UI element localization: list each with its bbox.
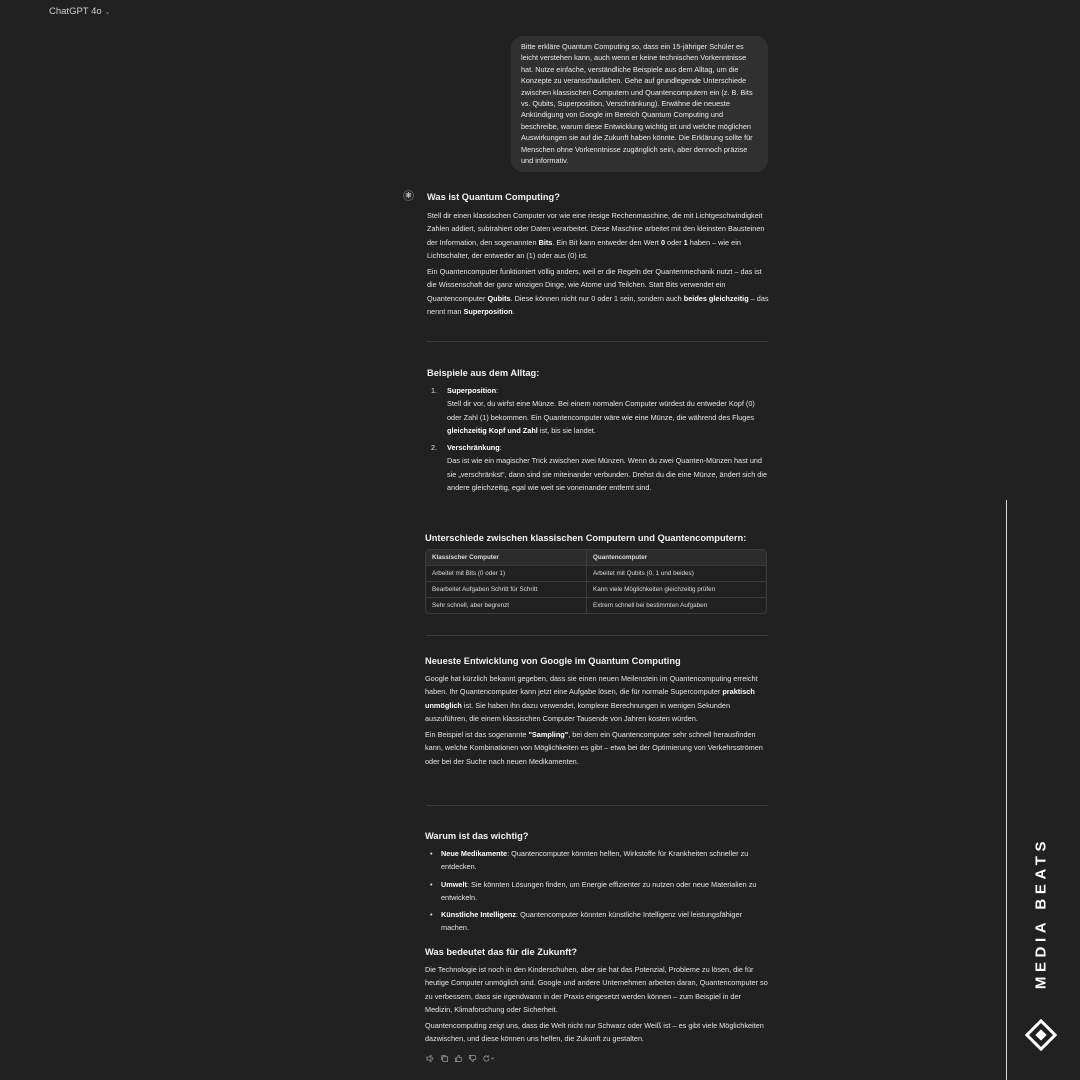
section-title: Unterschiede zwischen klassischen Computern und Quantencomputern: xyxy=(425,533,747,543)
table-cell: Arbeitet mit Qubits (0, 1 und beides) xyxy=(587,566,766,582)
section-why-important xyxy=(425,830,769,935)
message-actions xyxy=(426,1054,496,1065)
table-header: Klassischer Computer xyxy=(426,550,587,566)
watermark-line xyxy=(1006,500,1007,1080)
section-future xyxy=(425,946,769,1046)
table-cell: Sehr schnell, aber begrenzt xyxy=(426,598,587,613)
paragraph: Stell dir einen klassischen Computer vor wie eine riesige Rechenmaschine, die mit Lichtgeschwindigkeit Zahlen addiert, subtrahiert oder Daten verarbeitet. Diese Maschine arbeitet mit den kleinsten Bausteinen der Information, den sogenannten Bits. Ein Bit kann entweder den Wert 0 oder 1 haben – wie ein Lichtschalter, der entweder an (1) oder aus (0) ist. xyxy=(427,211,765,260)
section-title: Warum ist das wichtig? xyxy=(425,831,529,841)
brand-wordmark xyxy=(1031,810,1051,1015)
paragraph: Die Technologie ist noch in den Kinderschuhen, aber sie hat das Potenzial, Probleme zu lösen, die für heutige Computer unmöglich sind. Google und andere Unternehmen arbeiten daran, Quantencomputer so zu verbessern, dass sie irgendwann in der Praxis eingesetzt werden können – zum Beispiel in der Medizin, Klimaforschung oder Sicherheit. xyxy=(425,965,768,1014)
user-message-text: Bitte erkläre Quantum Computing so, dass ein 15-jähriger Schüler es leicht verstehen kann, auch wenn er keine technischen Vorkenntnisse hat. Nutze einfache, verständliche Beispiele aus dem Alltag, um die Konzepte zu veranschaulichen. Gehe auf grundlegende Unterschiede zwischen klassischen Computern und Quantencomputern ein (z. B. Bits vs. Qubits, Superposition, Verschränkung). Erwähne die neueste Ankündigung von Google im Bereich Quantum Computing und beschreibe, warum diese Entwicklung wichtig ist und welche möglichen Auswirkungen sie auf die Zukunft haben könnte. Die Erklärung sollte für Menschen ohne Vorkenntnisse zugänglich sein, aber dennoch präzise und informativ. xyxy=(521,42,753,166)
paragraph: Ein Beispiel ist das sogenannte "Sampling", bei dem ein Quantencomputer sehr schnell herausfinden kann, welche Kombinationen von Möglichkeiten es gibt – etwa bei der Optimierung von Verkehrsströmen oder bei der Suche nach neuen Medikamenten. xyxy=(425,730,763,766)
list-item: 1. Superposition: Stell dir vor, du wirfst eine Münze. Bei einem normalen Computer würdest du entweder Kopf (0) oder Zahl (1) bekommen. Ein Quantencomputer wäre wie eine Münze, die während des Fluges gleichzeitig Kopf und Zahl ist, bis sie landet. xyxy=(431,386,755,435)
paragraph: Quantencomputing zeigt uns, dass die Welt nicht nur Schwarz oder Weiß ist – es gibt viele Möglichkeiten dazwischen, und diese können uns helfen, die Zukunft zu gestalten. xyxy=(425,1021,764,1044)
section-what-is xyxy=(427,191,769,318)
thumbs-down-icon[interactable] xyxy=(468,1054,477,1065)
section-title: Neueste Entwicklung von Google im Quantum Computing xyxy=(425,656,681,666)
user-message-bubble xyxy=(511,36,768,172)
regenerate-icon[interactable] xyxy=(482,1054,496,1065)
brand-text: MEDIA BEATS xyxy=(1032,836,1050,989)
list-item: 2. Verschränkung: Das ist wie ein magischer Trick zwischen zwei Münzen. Wenn du zwei Quanten-Münzen hast und sie „verschränkst“, dann sind sie miteinander verbunden. Drehst du die eine Münze, ändert sich die andere gleichzeitig, egal wie weit sie voneinander entfernt sind. xyxy=(431,443,768,493)
divider xyxy=(426,635,768,636)
thumbs-up-icon[interactable] xyxy=(454,1054,463,1065)
paragraph: Google hat kürzlich bekannt gegeben, dass sie einen neuen Meilenstein im Quantencomputing erreicht haben. Ihr Quantencomputer kann jetzt eine Aufgabe lösen, die für normale Supercomputer praktisch unmöglich ist. Sie haben ihn dazu verwendet, komplexe Berechnungen in wenigen Sekunden auszuführen, die einem klassischen Computer Tausende von Jahren kosten würden. xyxy=(425,674,758,723)
media-beats-logo-icon xyxy=(1025,1019,1057,1051)
table-header-row xyxy=(426,550,766,566)
copy-icon[interactable] xyxy=(440,1054,449,1065)
chevron-down-icon: ⌄ xyxy=(104,8,111,16)
model-selector[interactable] xyxy=(49,6,111,17)
list-item: • Neue Medikamente: Quantencomputer könnten helfen, Wirkstoffe für Krankheiten schneller zu entdecken. xyxy=(430,849,749,872)
section-title: Was ist Quantum Computing? xyxy=(427,192,560,202)
table-header: Quantencomputer xyxy=(587,550,766,566)
section-title: Was bedeutet das für die Zukunft? xyxy=(425,947,578,957)
table-row xyxy=(426,582,766,598)
speaker-icon[interactable] xyxy=(426,1054,435,1065)
comparison-table xyxy=(425,549,767,614)
openai-logo-icon: ❋ xyxy=(403,190,414,201)
table-cell: Extrem schnell bei bestimmten Aufgaben xyxy=(593,602,708,609)
model-label: ChatGPT 4o xyxy=(49,6,102,17)
section-examples xyxy=(427,367,769,494)
list-item: • Künstliche Intelligenz: Quantencomputer könnten künstliche Intelligenz viel leistungsfähiger machen. xyxy=(430,910,742,933)
divider xyxy=(426,341,768,342)
table-cell: Arbeitet mit Bits (0 oder 1) xyxy=(426,566,587,582)
table-row xyxy=(426,598,766,613)
section-google xyxy=(425,655,769,768)
section-differences xyxy=(425,532,769,544)
paragraph: Ein Quantencomputer funktioniert völlig anders, weil er die Regeln der Quantenmechanik nutzt – das ist die Wissenschaft der ganz winzigen Dinge, wie Atome und Teilchen. Statt Bits verwendet ein Quantencomputer Qubits. Diese können nicht nur 0 oder 1 sein, sondern auch beides gleichzeitig – das nennt man Superposition. xyxy=(427,267,769,317)
list-item: • Umwelt: Sie könnten Lösungen finden, um Energie effizienter zu nutzen oder neue Materialien zu entwickeln. xyxy=(430,879,757,902)
table-cell: Kann viele Möglichkeiten gleichzeitig prüfen xyxy=(587,582,766,598)
section-title: Beispiele aus dem Alltag: xyxy=(427,368,540,378)
table-cell: Bearbeitet Aufgaben Schritt für Schritt xyxy=(426,582,587,598)
table-row xyxy=(426,566,766,582)
divider xyxy=(426,805,768,806)
